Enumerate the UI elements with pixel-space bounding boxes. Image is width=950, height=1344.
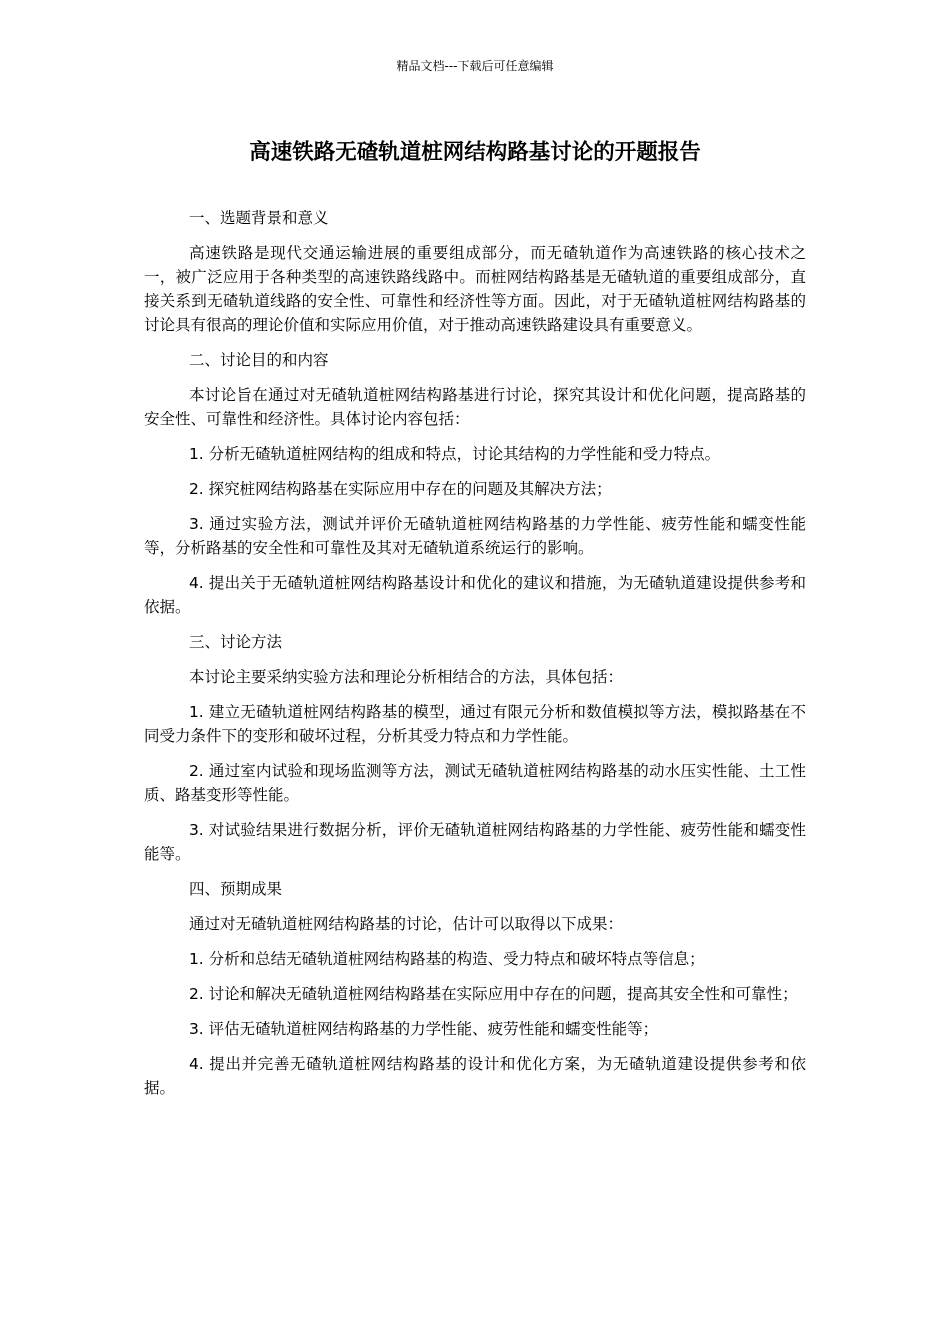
section-heading-methods: 三、讨论方法 bbox=[188, 633, 282, 651]
section-heading-objectives: 二、讨论目的和内容 bbox=[188, 351, 329, 369]
paragraph-outcomes-intro: 通过对无碴轨道桩网结构路基的讨论，估计可以取得以下成果： bbox=[188, 915, 623, 933]
list-item-method-1: 1. 建立无碴轨道桩网结构路基的模型，通过有限元分析和数值模拟等方法，模拟路基在不同受力条件下的变形和破坏过程，分析其受力特点和力学性能。 bbox=[144, 703, 806, 745]
list-item-objective-3: 3. 通过实验方法，测试并评价无碴轨道桩网结构路基的力学性能、疲劳性能和蠕变性能等，分析路基的安全性和可靠性及其对无碴轨道系统运行的影响。 bbox=[144, 515, 806, 557]
list-item-objective-4: 4. 提出关于无碴轨道桩网结构路基设计和优化的建议和措施，为无碴轨道建设提供参考和依据。 bbox=[144, 574, 806, 616]
document-body bbox=[144, 206, 806, 1111]
section-heading-outcomes: 四、预期成果 bbox=[188, 880, 282, 898]
section-heading-background: 一、选题背景和意义 bbox=[188, 209, 329, 227]
list-item-method-3: 3. 对试验结果进行数据分析，评价无碴轨道桩网结构路基的力学性能、疲劳性能和蠕变性能等。 bbox=[144, 821, 806, 863]
paragraph-methods-intro: 本讨论主要采纳实验方法和理论分析相结合的方法，具体包括： bbox=[188, 668, 623, 686]
page-header-note: 精品文档---下载后可任意编辑 bbox=[396, 59, 554, 73]
list-item-outcome-1: 1. 分析和总结无碴轨道桩网结构路基的构造、受力特点和破坏特点等信息； bbox=[188, 950, 705, 968]
list-item-outcome-3: 3. 评估无碴轨道桩网结构路基的力学性能、疲劳性能和蠕变性能等； bbox=[188, 1020, 659, 1038]
document-title: 高速铁路无碴轨道桩网结构路基讨论的开题报告 bbox=[249, 140, 701, 165]
list-item-outcome-2: 2. 讨论和解决无碴轨道桩网结构路基在实际应用中存在的问题，提高其安全性和可靠性； bbox=[188, 985, 798, 1003]
paragraph-background: 高速铁路是现代交通运输进展的重要组成部分，而无碴轨道作为高速铁路的核心技术之一，被广泛应用于各种类型的高速铁路线路中。而桩网结构路基是无碴轨道的重要组成部分，直接关系到无碴轨道线路的安全性、可靠性和经济性等方面。因此，对于无碴轨道桩网结构路基的讨论具有很高的理论价值和实际应用价值，对于推动高速铁路建设具有重要意义。 bbox=[144, 244, 806, 334]
paragraph-objectives-intro: 本讨论旨在通过对无碴轨道桩网结构路基进行讨论，探究其设计和优化问题，提高路基的安全性、可靠性和经济性。具体讨论内容包括： bbox=[144, 386, 806, 428]
list-item-objective-1: 1. 分析无碴轨道桩网结构的组成和特点，讨论其结构的力学性能和受力特点。 bbox=[188, 445, 721, 463]
list-item-outcome-4: 4. 提出并完善无碴轨道桩网结构路基的设计和优化方案，为无碴轨道建设提供参考和依据。 bbox=[144, 1055, 806, 1097]
list-item-method-2: 2. 通过室内试验和现场监测等方法，测试无碴轨道桩网结构路基的动水压实性能、土工性质、路基变形等性能。 bbox=[144, 762, 806, 804]
list-item-objective-2: 2. 探究桩网结构路基在实际应用中存在的问题及其解决方法； bbox=[188, 480, 612, 498]
